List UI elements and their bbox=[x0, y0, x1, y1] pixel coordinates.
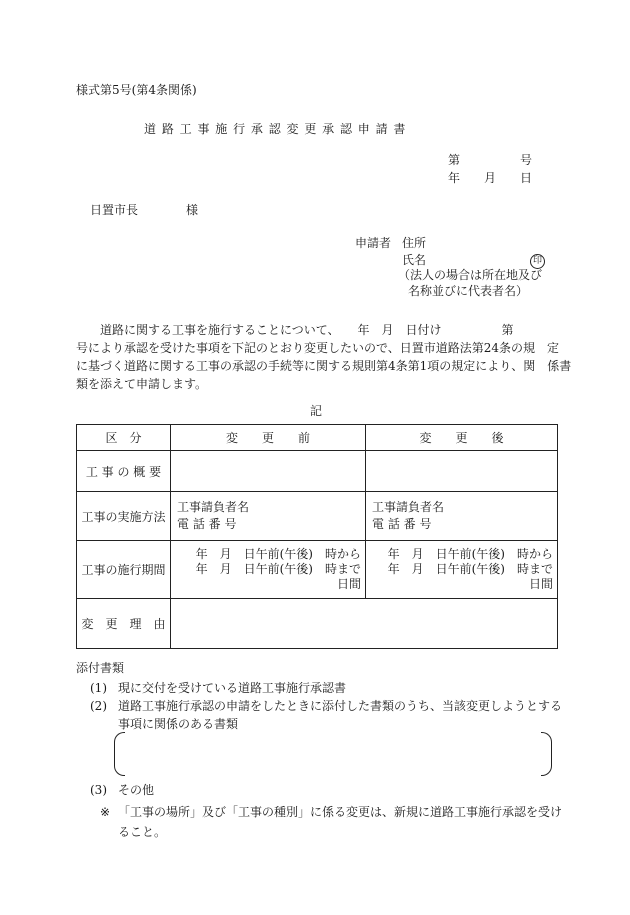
body-line-1: 道路に関する工事を施行することについて、 年 月 日付け 第 bbox=[100, 323, 514, 337]
ki-heading: 記 bbox=[310, 404, 323, 418]
method-before-cell[interactable] bbox=[171, 492, 366, 541]
contractor-name-before: 工事請負者名 bbox=[177, 500, 250, 514]
number-line: 第 号 bbox=[448, 153, 533, 167]
attachment-2-number: (2) bbox=[90, 699, 107, 713]
attachment-3-text: その他 bbox=[118, 783, 155, 797]
period-after-cell[interactable] bbox=[366, 541, 558, 599]
period-days-before: 日間 bbox=[336, 577, 361, 591]
row-label-reason: 変 更 理 由 bbox=[77, 599, 171, 649]
addressee: 日置市長 様 bbox=[90, 203, 199, 217]
row-label-method: 工事の実施方法 bbox=[77, 492, 171, 541]
seal-icon: 印 bbox=[530, 254, 545, 269]
seal-mark bbox=[530, 252, 545, 269]
row-label-period: 工事の施行期間 bbox=[77, 541, 171, 599]
body-line-4: 類を添えて申請します。 bbox=[76, 377, 208, 391]
document-title: 道 路 工 事 施 行 承 認 変 更 承 認 申 請 書 bbox=[144, 122, 407, 136]
header-category: 区 分 bbox=[77, 425, 171, 451]
applicant-label: 申請者 bbox=[355, 236, 392, 250]
attachment-1-number: (1) bbox=[90, 681, 107, 695]
form-number: 様式第5号(第4条関係) bbox=[76, 83, 197, 97]
name-label: 氏名 bbox=[402, 253, 427, 267]
attachments-heading: 添付書類 bbox=[76, 661, 125, 675]
overview-after-cell[interactable] bbox=[366, 451, 558, 492]
phone-number-before: 電 話 番 号 bbox=[177, 517, 237, 531]
attachment-2-text-line-1: 道路工事施行承認の申請をしたときに添付した書類のうち、当該変更しようとする bbox=[118, 699, 563, 713]
date-line: 年 月 日 bbox=[448, 171, 533, 185]
period-to-before: 年 月 日午前(午後) 時まで bbox=[195, 562, 361, 576]
period-from-before: 年 月 日午前(午後) 時から bbox=[195, 547, 361, 561]
change-table bbox=[76, 424, 558, 649]
method-after-cell[interactable] bbox=[366, 492, 558, 541]
note-line-2: ること。 bbox=[118, 825, 167, 839]
attachment-2-text-line-2: 事項に関係のある書類 bbox=[118, 717, 239, 731]
bracket-left bbox=[114, 732, 125, 776]
overview-before-cell[interactable] bbox=[171, 451, 366, 492]
period-days-after: 日間 bbox=[528, 577, 553, 591]
note-line-1: 「工事の場所」及び「工事の種別」に係る変更は、新規に道路工事施行承認を受け bbox=[118, 805, 563, 819]
contractor-name-after: 工事請負者名 bbox=[372, 500, 445, 514]
period-to-after: 年 月 日午前(午後) 時まで bbox=[387, 562, 553, 576]
period-from-after: 年 月 日午前(午後) 時から bbox=[387, 547, 553, 561]
bracket-right bbox=[541, 732, 552, 776]
applicant-note-2: 名称並びに代表者名） bbox=[408, 284, 529, 298]
attachment-3-number: (3) bbox=[90, 783, 107, 797]
note-mark: ※ bbox=[100, 805, 111, 819]
address-label: 住所 bbox=[402, 236, 427, 250]
header-before: 変 更 前 bbox=[171, 425, 366, 451]
header-after: 変 更 後 bbox=[366, 425, 558, 451]
applicant-note-1: （法人の場合は所在地及び bbox=[398, 268, 543, 282]
body-line-2: 号により承認を受けた事項を下記のとおり変更したいので、日置市道路法第24条の規 定 bbox=[76, 341, 560, 355]
body-line-3: に基づく道路に関する工事の承認の手続等に関する規則第4条第1項の規定により、関 係書 bbox=[76, 359, 572, 373]
row-label-overview: 工 事 の 概 要 bbox=[77, 451, 171, 492]
phone-number-after: 電 話 番 号 bbox=[372, 517, 432, 531]
period-before-cell[interactable] bbox=[171, 541, 366, 599]
attachment-1-text: 現に交付を受けている道路工事施行承認書 bbox=[118, 681, 347, 695]
reason-cell[interactable] bbox=[171, 599, 558, 649]
